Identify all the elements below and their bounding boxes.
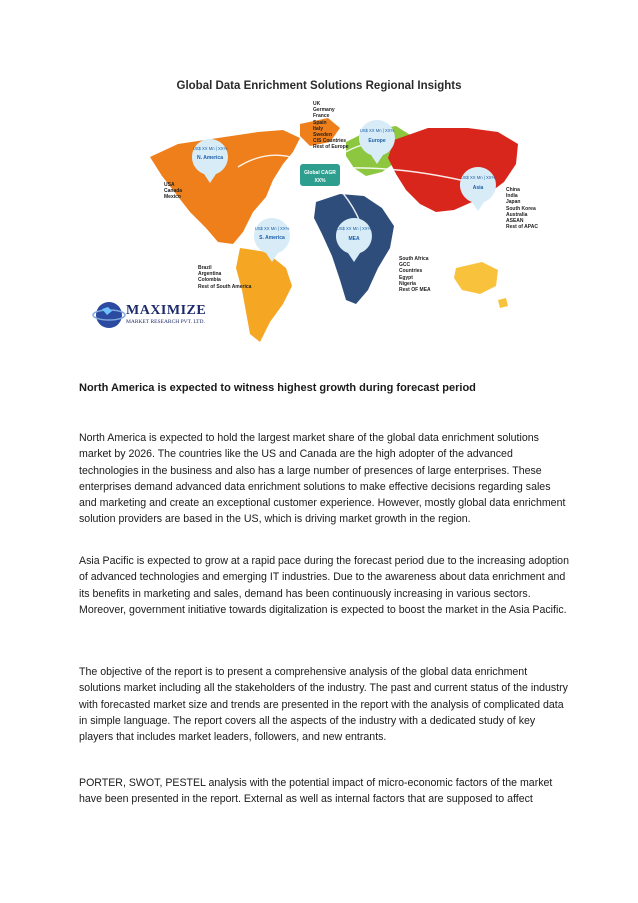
svg-text:US$ XX Mn | XX%: US$ XX Mn | XX% bbox=[336, 226, 372, 231]
svg-text:Europe: Europe bbox=[368, 138, 386, 144]
svg-text:US$ XX Mn | XX%: US$ XX Mn | XX% bbox=[359, 128, 395, 133]
paragraph-porter-swot: PORTER, SWOT, PESTEL analysis with the potential impact of micro-economic factors of the market have been presented in the report. External as well as internal factors that are supposed to affect bbox=[79, 777, 553, 806]
infographic-title: Global Data Enrichment Solutions Regional Insights bbox=[176, 80, 462, 92]
logo-name: MAXIMIZE bbox=[126, 303, 207, 318]
svg-text:Asia: Asia bbox=[472, 185, 484, 191]
asia-shape bbox=[388, 128, 518, 212]
svg-text:S. America: S. America bbox=[259, 235, 285, 241]
europe-countries: UK Germany France Spain Italy Sweden CIS Countries Rest of Europe bbox=[313, 101, 349, 151]
globe-logo-icon bbox=[92, 297, 126, 333]
svg-text:US$ XX Mn | XX%: US$ XX Mn | XX% bbox=[460, 175, 496, 180]
south-america-countries: Brazil Argentina Colombia Rest of South America bbox=[198, 265, 252, 290]
svg-text:US$ XX Mn | XX%: US$ XX Mn | XX% bbox=[192, 146, 228, 151]
asia-countries: China India Japan South Korea Australia ASEAN Rest of APAC bbox=[506, 187, 538, 231]
paragraph-north-america: North America is expected to hold the largest market share of the global data enrichment solutions market by 2026. The countries like the US and Canada are the high adopter of the advanced technologies in the business and also has a large number of presences of large enterprises. These enterprises demand advanced data enrichment solutions to make effective decisions regarding sales and marketing and create an exceptional customer experience. However, mostly global data enrichment solution providers are based in the US, which is driving market growth in the region. bbox=[79, 432, 566, 526]
mea-countries: South Africa GCC Countries Egypt Nigeria Rest OF MEA bbox=[399, 256, 431, 294]
paragraph-report-objective: The objective of the report is to present a comprehensive analysis of the global data enrichment solutions market including all the stakeholders of the industry. The past and current status of the industry with forecasted market size and trends are presented in the report with the analysis of complicated data in simple language. The report covers all the aspects of the industry with a dedicated study of key players that includes market leaders, followers, and new entrants. bbox=[79, 666, 568, 744]
svg-text:US$ XX Mn | XX%: US$ XX Mn | XX% bbox=[254, 226, 290, 231]
section-heading: North America is expected to witness highest growth during forecast period bbox=[79, 382, 476, 394]
north-america-countries: USA Canada Mexico bbox=[164, 182, 183, 201]
svg-text:XX%: XX% bbox=[314, 178, 326, 184]
global-cagr-badge bbox=[300, 164, 340, 186]
maximize-logo bbox=[92, 297, 242, 337]
svg-text:Global CAGR: Global CAGR bbox=[304, 170, 336, 176]
paragraph-asia-pacific: Asia Pacific is expected to grow at a rapid pace during the forecast period due to the increasing adoption of advanced technologies and emerging IT industries. Due to the awareness about data enrichment and its benefits in marketing and sales, demand has been continuously increasing in various sectors. Moreover, government initiative towards digitalization is expected to boost the market in the Asia Pacific. bbox=[79, 555, 569, 616]
logo-tagline: MARKET RESEARCH PVT. LTD. bbox=[126, 319, 205, 325]
south-america-shape bbox=[236, 248, 292, 342]
svg-text:MEA: MEA bbox=[348, 236, 360, 242]
oceania-shape bbox=[454, 262, 498, 294]
regional-insights-infographic bbox=[78, 72, 560, 342]
svg-text:N. America: N. America bbox=[197, 155, 223, 161]
